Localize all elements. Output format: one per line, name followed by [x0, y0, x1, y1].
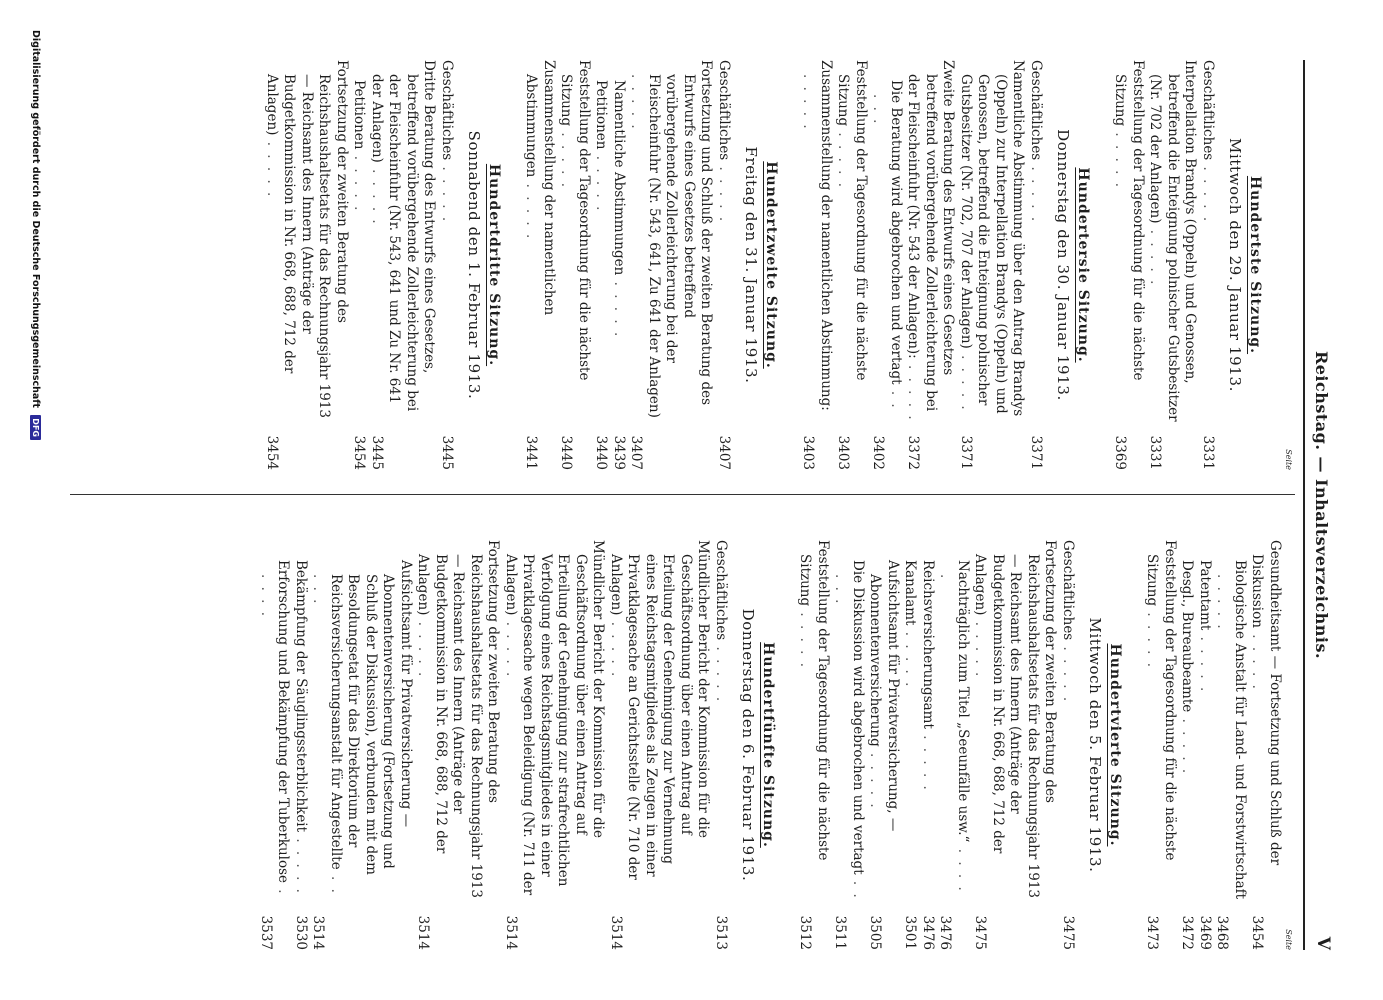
- entry-text: Feststellung der Tagesordnung für die nächste Sitzung: [1144, 540, 1178, 861]
- toc-entry: [502, 540, 607, 950]
- leader-dots: . . . . .: [832, 574, 866, 900]
- leader-dots: . . . . .: [293, 832, 309, 895]
- toc-entry: [919, 540, 937, 950]
- column-divider: [70, 494, 1295, 495]
- toc-entry: [869, 60, 904, 470]
- leader-dots: . . . . .: [1214, 574, 1231, 631]
- left-column: [93, 60, 1293, 470]
- leader-dots: . . . . .: [611, 275, 627, 339]
- toc-entry: [610, 60, 628, 470]
- toc-entry: [712, 540, 730, 950]
- leader-dots: . . . . .: [439, 160, 455, 224]
- entry-text: Namentliche Abstimmungen: [611, 80, 627, 276]
- entry-text: Reichsversicherungsamt: [920, 560, 936, 729]
- entry-page: 3514: [608, 915, 624, 950]
- session-date: Sonnabend den 1. Februar 1913.: [465, 130, 484, 400]
- entry-page: 3441: [523, 435, 540, 470]
- toc-entry: [1027, 60, 1045, 470]
- entry-text: Patentamt: [1197, 560, 1213, 631]
- entry-text: Feststellung der Tagesordnung für die nächste Sitzung: [797, 540, 831, 861]
- leader-dots: . . . . .: [608, 615, 624, 679]
- toc-entry: [1143, 540, 1178, 950]
- entry-page: 3445: [439, 435, 455, 470]
- leader-dots: . . . . .: [1197, 630, 1213, 694]
- session-date: Donnerstag den 6. Februar 1913.: [739, 608, 758, 882]
- entry-text: Aufsichtsamt für Privatversicherung — Abonnentenversicherung (Fortsetzung und Schluß der Diskussion), verbunden mit dem Besoldungsetat für das Direktorium der Reichsversicherungsanstalt für Angestellte: [328, 560, 414, 875]
- leader-dots: . . . . .: [1249, 627, 1266, 691]
- entry-page: 3445: [369, 435, 385, 470]
- toc-entry: [1213, 540, 1248, 950]
- entry-page: 3369: [1112, 435, 1129, 470]
- leader-dots: . . . . .: [920, 728, 936, 792]
- toc-entry: [901, 540, 919, 950]
- entry-page: 3514: [310, 915, 327, 950]
- toc-entry: [309, 540, 414, 950]
- session-title: Hundertste Sitzung.: [1247, 175, 1263, 355]
- entry-page: 3513: [713, 915, 729, 950]
- leader-dots: . . . . .: [835, 126, 852, 190]
- leader-dots: . . . . .: [797, 606, 814, 670]
- toc-entry: [350, 60, 368, 470]
- entry-page: 3454: [351, 435, 368, 470]
- entry-page: 3473: [1144, 915, 1161, 950]
- leader-dots: . . . . .: [937, 574, 971, 893]
- entry-text: Die Beratung wird abgebrochen und vertagt: [888, 80, 904, 385]
- toc-entry: [957, 60, 1027, 470]
- page-header: [1303, 60, 1335, 950]
- entry-page: 3512: [797, 915, 814, 950]
- seite-label: Seite: [1284, 929, 1293, 950]
- leader-dots: . . . . .: [713, 640, 729, 704]
- toc-entry: [936, 540, 971, 950]
- entry-text: Zweite Beratung des Entwurfs eines Gesetzes betreffend vorübergehende Zollerleichterung bei der Fleischeinfuhr (Nr. 543 der Anlagen):: [905, 60, 957, 412]
- session-date: Mittwoch den 29. Januar 1913.: [1226, 138, 1245, 392]
- entry-page: 3476: [937, 915, 954, 950]
- toc-entry: [796, 540, 831, 950]
- toc-entry: [522, 60, 557, 470]
- toc-entry: [414, 540, 502, 950]
- session-date: Mittwoch den 5. Februar 1913.: [1086, 617, 1105, 873]
- toc-entry: [257, 540, 292, 950]
- toc-entry: [557, 60, 592, 470]
- entry-page: 3371: [958, 435, 974, 470]
- leader-dots: . . . . .: [264, 135, 280, 199]
- entry-text: Bekämpfung der Säuglingssterblichkeit: [293, 560, 309, 833]
- toc-entry: [866, 540, 901, 950]
- entry-page: 3530: [293, 915, 309, 950]
- leader-dots: . . . . .: [716, 160, 732, 224]
- toc-entry: [831, 540, 866, 950]
- entry-page: 3331: [1147, 435, 1164, 470]
- entry-page: 3514: [503, 915, 519, 950]
- entry-text: Geschäftliches: [1028, 60, 1044, 161]
- leader-dots: . . . . .: [593, 149, 610, 213]
- entry-page: 3472: [1179, 915, 1196, 950]
- leader-dots: . . . . .: [1179, 712, 1196, 776]
- entry-text: Desgl., Bureaubeamte: [1179, 560, 1196, 713]
- page-number: V: [1313, 936, 1333, 950]
- entry-text: Aufsichtsamt für Privatversicherung, — Abonnentenversicherung: [867, 560, 901, 832]
- entry-text: Fortsetzung der zweiten Beratung des Reichshaushaltsetats für das Rechnungsjahr 1913 — Reichsamt des Innern (Anträge der Budgetkommission in Nr. 668, 688, 712 der Anlagen): [264, 60, 350, 418]
- leader-dots: . . . . .: [351, 149, 368, 213]
- leader-dots: . . . . .: [1060, 640, 1076, 704]
- leader-dots: . . . . .: [972, 615, 989, 679]
- entry-page: 3501: [902, 915, 919, 950]
- toc-entry: [715, 60, 733, 470]
- leader-dots: . . . . .: [558, 126, 575, 190]
- entry-text: Gesundheitsamt — Fortsetzung und Schluß der Diskussion: [1249, 540, 1283, 866]
- entry-page: 3407: [716, 435, 732, 470]
- toc-entry: [1178, 540, 1196, 950]
- entry-text: Interpellation Brandys (Oppeln) und Genossen, betreffend die Enteignung polnischer Gutsbesitzer (Nr. 702 der Anlagen): [1147, 60, 1199, 422]
- entry-text: Feststellung der Tagesordnung für die nächste Sitzung: [558, 60, 592, 381]
- entry-text: Petitionen: [593, 80, 610, 150]
- session-title: Hundertfünfte Sitzung.: [760, 642, 776, 848]
- leader-dots: . . . . .: [905, 358, 922, 422]
- leader-dots: . . . . .: [415, 615, 432, 679]
- entry-text: Geschäftliches: [439, 60, 455, 161]
- entry-page: 3440: [593, 435, 610, 470]
- entry-page: 3469: [1197, 915, 1213, 950]
- entry-page: 3439: [611, 435, 627, 470]
- entry-text: Geschäftliches: [1200, 60, 1216, 161]
- right-column: [93, 540, 1293, 950]
- entry-page: 3372: [905, 435, 922, 470]
- entry-page: 3407: [628, 435, 645, 470]
- leader-dots: . . . . .: [1144, 606, 1161, 670]
- toc-entry: [971, 540, 1059, 950]
- entry-text: Erforschung und Bekämpfung der Tuberkulose: [275, 560, 292, 884]
- session-title: Hundertdritte Sitzung.: [486, 163, 502, 367]
- toc-entry: [1248, 540, 1283, 950]
- leader-dots: . . . . .: [258, 574, 292, 896]
- entry-text: Geschäftliches: [713, 540, 729, 641]
- entry-page: 3331: [1200, 435, 1216, 470]
- digitization-note: [30, 30, 41, 970]
- digitization-text: Digitalisierung gefördert durch die Deutsche Forschungsgemeinschaft: [30, 30, 41, 408]
- entry-text: Fortsetzung der zweiten Beratung des Reichshaushaltsetats für das Rechnungsjahr 1913 — Reichsamt des Innern (Anträge der Budgetkommission in Nr. 668, 688, 712 der Anlagen): [415, 540, 502, 898]
- toc-entry: [263, 60, 351, 470]
- leader-dots: . . . . .: [1200, 160, 1216, 224]
- entry-page: 3511: [832, 915, 849, 950]
- session-title: Hundertersie Sitzung.: [1075, 167, 1091, 363]
- entry-text: Zusammenstellung der namentlichen Abstimmungen: [523, 60, 557, 316]
- dfg-logo: DFG: [30, 415, 41, 440]
- entry-text: Biologische Anstalt für Land- und Forstwirtschaft: [1232, 560, 1248, 900]
- leader-dots: . . . . .: [800, 74, 817, 131]
- entry-text: Feststellung der Tagesordnung für die nächste Sitzung: [1112, 60, 1146, 381]
- entry-text: Dritte Beratung des Entwurfs eines Gesetzes, betreffend vorübergehende Zollerleichterung bei der Fleischeinfuhr (Nr. 543, 641 und Zu Nr. 641 der Anlagen): [369, 60, 438, 412]
- leader-dots: . . . . .: [902, 625, 919, 689]
- entry-text: Nachträglich zum Titel „Seeunfälle usw.“: [955, 560, 971, 843]
- entry-text: Kanalamt: [902, 560, 919, 626]
- entry-page: 3403: [835, 435, 852, 470]
- entry-page: 3537: [258, 915, 274, 950]
- toc-entry: [1196, 540, 1214, 950]
- session-date: Donnerstag den 30. Januar 1913.: [1054, 129, 1073, 401]
- leader-dots: . . . . .: [958, 348, 974, 412]
- entry-text: Feststellung der Tagesordnung für die nächste Sitzung: [835, 60, 869, 381]
- seite-label: Seite: [1284, 449, 1293, 470]
- leader-dots: . . . . .: [310, 574, 344, 895]
- entry-page: 3371: [1028, 435, 1044, 470]
- entry-text: Geschäftliches: [1060, 540, 1076, 641]
- session-date: Freitag den 31. Januar 1913.: [742, 146, 761, 384]
- session-title: Hundertvierte Sitzung.: [1107, 643, 1123, 847]
- toc-entry: [904, 60, 957, 470]
- toc-entry: [438, 60, 456, 470]
- entry-page: 3505: [867, 915, 884, 950]
- leader-dots: . . . . .: [369, 162, 385, 226]
- toc-entry: [368, 60, 438, 470]
- leader-dots: . . . . .: [1147, 223, 1164, 287]
- toc-entry: [292, 540, 310, 950]
- entry-text: Geschäftliches: [716, 60, 732, 161]
- entry-text: Petitionen: [351, 80, 368, 150]
- entry-page: 3454: [1249, 915, 1266, 950]
- toc-entry: [1059, 540, 1077, 950]
- leader-dots: . . . . .: [523, 177, 540, 241]
- toc-entry: [1146, 60, 1199, 470]
- entry-page: 3475: [1060, 915, 1076, 950]
- leader-dots: . . . . .: [1112, 126, 1129, 190]
- entry-text: Namentliche Abstimmung über den Antrag Brandys (Oppeln) zur Interpellation Brandys (Oppeln) und Genossen, betreffend die Enteignung polnischer Gutsbesitzer (Nr. 702, 707 der Anlagen): [958, 60, 1027, 417]
- leader-dots: . . . . .: [867, 746, 884, 810]
- entry-page: 3402: [870, 435, 887, 470]
- entry-page: 3403: [800, 435, 817, 470]
- leader-dots: . . . . .: [628, 74, 645, 131]
- toc-entry: [607, 540, 712, 950]
- toc-entry: [592, 60, 610, 470]
- entry-text: Mündlicher Bericht der Kommission für die Geschäftsordnung über einen Antrag auf Erteilung der Genehmigung zur Vernehmung eines Reichstagsmitgliedes als Zeugen in einer Privatklagesache an Gerichtsstelle (Nr. 710 der Anlagen): [608, 540, 712, 880]
- toc-entry: [1199, 60, 1217, 470]
- session-title: Hundertzweite Sitzung.: [763, 161, 779, 369]
- toc-entry: [834, 60, 869, 470]
- entry-page: 3468: [1214, 915, 1231, 950]
- entry-page: 3440: [558, 435, 575, 470]
- entry-page: 3476: [920, 915, 936, 950]
- entry-text: Mündlicher Bericht der Kommission für die Geschäftsordnung über einen Antrag auf Erteilung der Genehmigung zur strafrechtlichen Verfolgung eines Reichstagsmitgliedes in einer Privatklagesache wegen Beleidigung (Nr. 711 der Anlagen): [503, 540, 607, 896]
- toc-entry: [799, 60, 834, 470]
- leader-dots: . . . . .: [503, 615, 519, 679]
- leader-dots: . . . . .: [870, 94, 904, 410]
- entry-page: 3454: [264, 435, 280, 470]
- entry-page: 3514: [415, 915, 432, 950]
- entry-text: Die Diskussion wird abgebrochen und vertagt: [850, 560, 866, 875]
- toc-entry: [1111, 60, 1146, 470]
- entry-text: Fortsetzung und Schluß der zweiten Beratung des Entwurfs eines Gesetzes betreffend vorübergehende Zollerleichterung bei der Fleischeinfuhr (Nr. 543, 641, Zu 641 der Anlagen): [646, 60, 715, 418]
- entry-text: Fortsetzung der zweiten Beratung des Reichshaushaltsetats für das Rechnungsjahr 1913 — Reichsamt des Innern (Anträge der Budgetkommission in Nr. 668, 688, 712 der Anlagen): [972, 540, 1059, 898]
- toc-entry: [627, 60, 715, 470]
- running-title: Reichstag. — Inhaltsverzeichnis.: [1312, 350, 1331, 660]
- leader-dots: . . . . .: [1028, 160, 1044, 224]
- entry-page: 3475: [972, 915, 989, 950]
- entry-text: Zusammenstellung der namentlichen Abstimmung:: [818, 60, 834, 411]
